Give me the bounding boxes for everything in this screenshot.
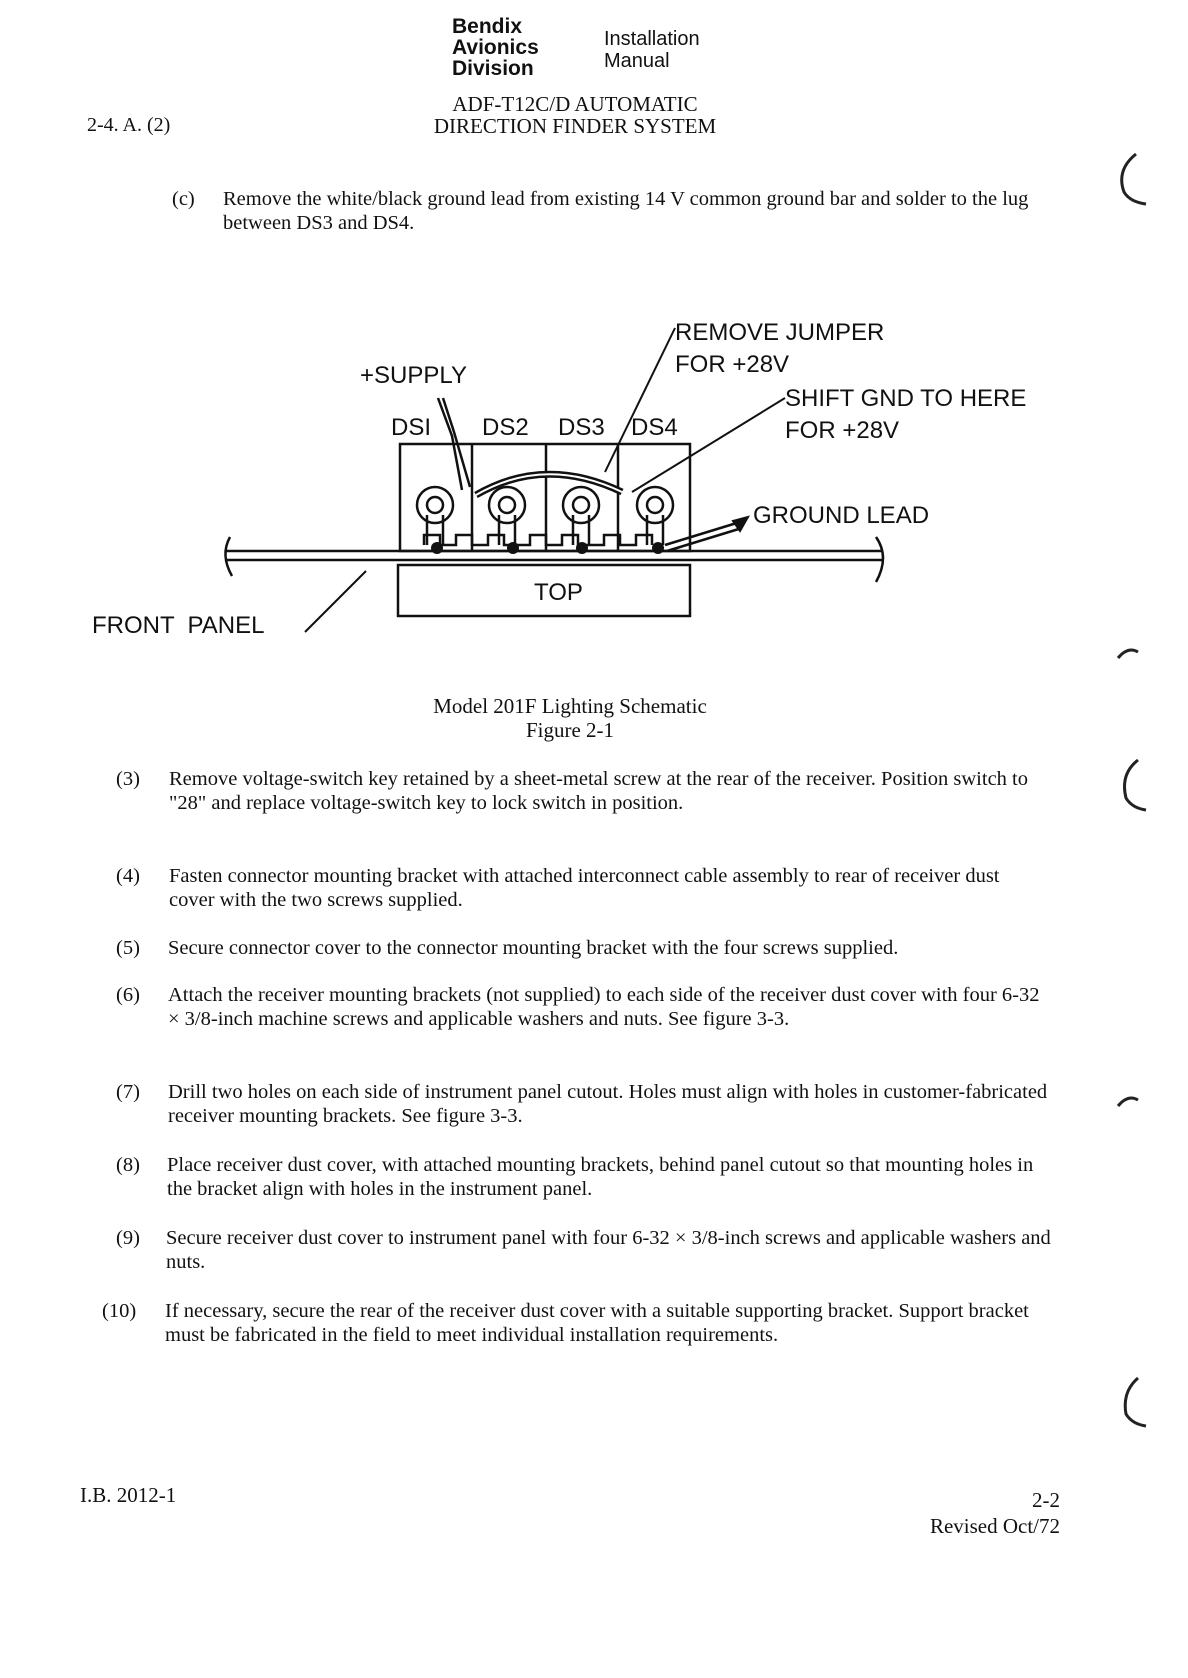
lamp-ds1 — [417, 487, 453, 545]
label-supply: +SUPPLY — [360, 362, 467, 389]
figure-caption — [360, 694, 780, 742]
revision-date: Revised Oct/72 — [929, 1514, 1060, 1538]
label-shift-gnd-voltage: FOR +28V — [785, 417, 900, 444]
brand-line: Bendix — [452, 15, 523, 38]
label-front-panel: FRONT PANEL — [92, 612, 265, 639]
step-text: Attach the receiver mounting brackets (not supplied) to each side of the receiver dust cover with four 6-32 × 3/8-inch machine screws and applicable washers and nuts. See figure 3-3. — [168, 984, 1040, 1030]
step-3 — [116, 768, 1076, 840]
footer-page-info — [860, 1487, 1060, 1539]
title-line: DIRECTION FINDER SYSTEM — [433, 114, 717, 138]
binder-hole-mark — [1118, 650, 1138, 658]
caption-figure-number: Figure 2-1 — [525, 718, 615, 742]
step-number: (6) — [116, 984, 140, 1006]
step-number: (7) — [116, 1081, 140, 1103]
step-number: (3) — [116, 768, 140, 790]
lamp-ds2 — [489, 487, 525, 545]
step-text: Secure connector cover to the connector mounting bracket with the four screws supplied. — [168, 937, 899, 959]
page-number: 2-2 — [1032, 1488, 1060, 1512]
step-number: (c) — [172, 188, 195, 210]
brand-line: Division — [452, 57, 534, 80]
step-4 — [116, 865, 1076, 915]
step-text: Remove the white/black ground lead from existing 14 V common ground bar and solder to the lug between DS3 and DS4. — [223, 188, 1029, 234]
label-ds4: DS4 — [631, 414, 678, 441]
step-text: Drill two holes on each side of instrument panel cutout. Holes must align with holes in customer-fabricated receiver mounting brackets. See figure 3-3. — [168, 1081, 1048, 1127]
document-title — [380, 93, 770, 137]
step-7 — [116, 1081, 1076, 1131]
step-text: Place receiver dust cover, with attached mounting brackets, behind panel cutout so that mounting holes in the bracket align with holes in the instrument panel. — [167, 1154, 1034, 1200]
binder-hole-mark — [1118, 1098, 1138, 1106]
lamp-ds3 — [563, 487, 599, 545]
step-9 — [116, 1227, 1076, 1277]
lamp-ds4 — [637, 487, 673, 545]
step-number: (10) — [102, 1300, 137, 1322]
section-reference: 2-4. A. (2) — [87, 114, 171, 136]
binder-hole-mark — [1125, 1378, 1146, 1426]
ground-lead — [665, 522, 742, 551]
binder-hole-marks — [1100, 130, 1180, 1430]
label-shift-gnd: SHIFT GND TO HERE — [785, 385, 1027, 412]
step-number: (4) — [116, 865, 140, 887]
binder-hole-mark — [1125, 760, 1147, 810]
step-number: (8) — [116, 1154, 140, 1176]
brand-line: Avionics — [452, 36, 539, 59]
step-text: If necessary, secure the rear of the receiver dust cover with a suitable supporting bracket. Support bracket must be fabricated in the field to meet individual installation requirements. — [165, 1300, 1029, 1346]
label-ds2: DS2 — [482, 414, 529, 441]
step-5 — [116, 937, 1126, 963]
step-number: (5) — [116, 937, 140, 959]
step-number: (9) — [116, 1227, 140, 1249]
step-6 — [116, 984, 1076, 1056]
step-text: Remove voltage-switch key retained by a sheet-metal screw at the rear of the receiver. Position switch to "28" and replace voltage-switch key to lock switch in position. — [169, 768, 1028, 814]
label-remove-jumper-voltage: FOR +28V — [675, 351, 790, 378]
lighting-schematic-diagram — [0, 300, 1188, 650]
step-text: Secure receiver dust cover to instrument panel with four 6-32 × 3/8-inch screws and applicable washers and nuts. — [166, 1227, 1051, 1273]
brand-name — [452, 16, 539, 79]
label-top: TOP — [534, 579, 583, 606]
doc-type-line: Manual — [604, 50, 670, 72]
step-8 — [116, 1154, 1076, 1204]
step-10 — [102, 1300, 1082, 1372]
step-text: Fasten connector mounting bracket with attached interconnect cable assembly to rear of receiver dust cover with the two screws supplied. — [169, 865, 1000, 911]
binder-hole-mark — [1122, 154, 1146, 204]
title-line: ADF-T12C/D AUTOMATIC — [452, 92, 698, 116]
step-c — [172, 188, 1092, 238]
bulletin-number: I.B. 2012-1 — [80, 1483, 177, 1507]
label-ground-lead: GROUND LEAD — [753, 502, 930, 529]
label-ds1: DSI — [391, 414, 432, 441]
label-ds3: DS3 — [558, 414, 605, 441]
document-type — [604, 28, 700, 72]
label-remove-jumper: REMOVE JUMPER — [675, 319, 885, 346]
caption-title: Model 201F Lighting Schematic — [433, 694, 707, 718]
doc-type-line: Installation — [604, 28, 700, 50]
